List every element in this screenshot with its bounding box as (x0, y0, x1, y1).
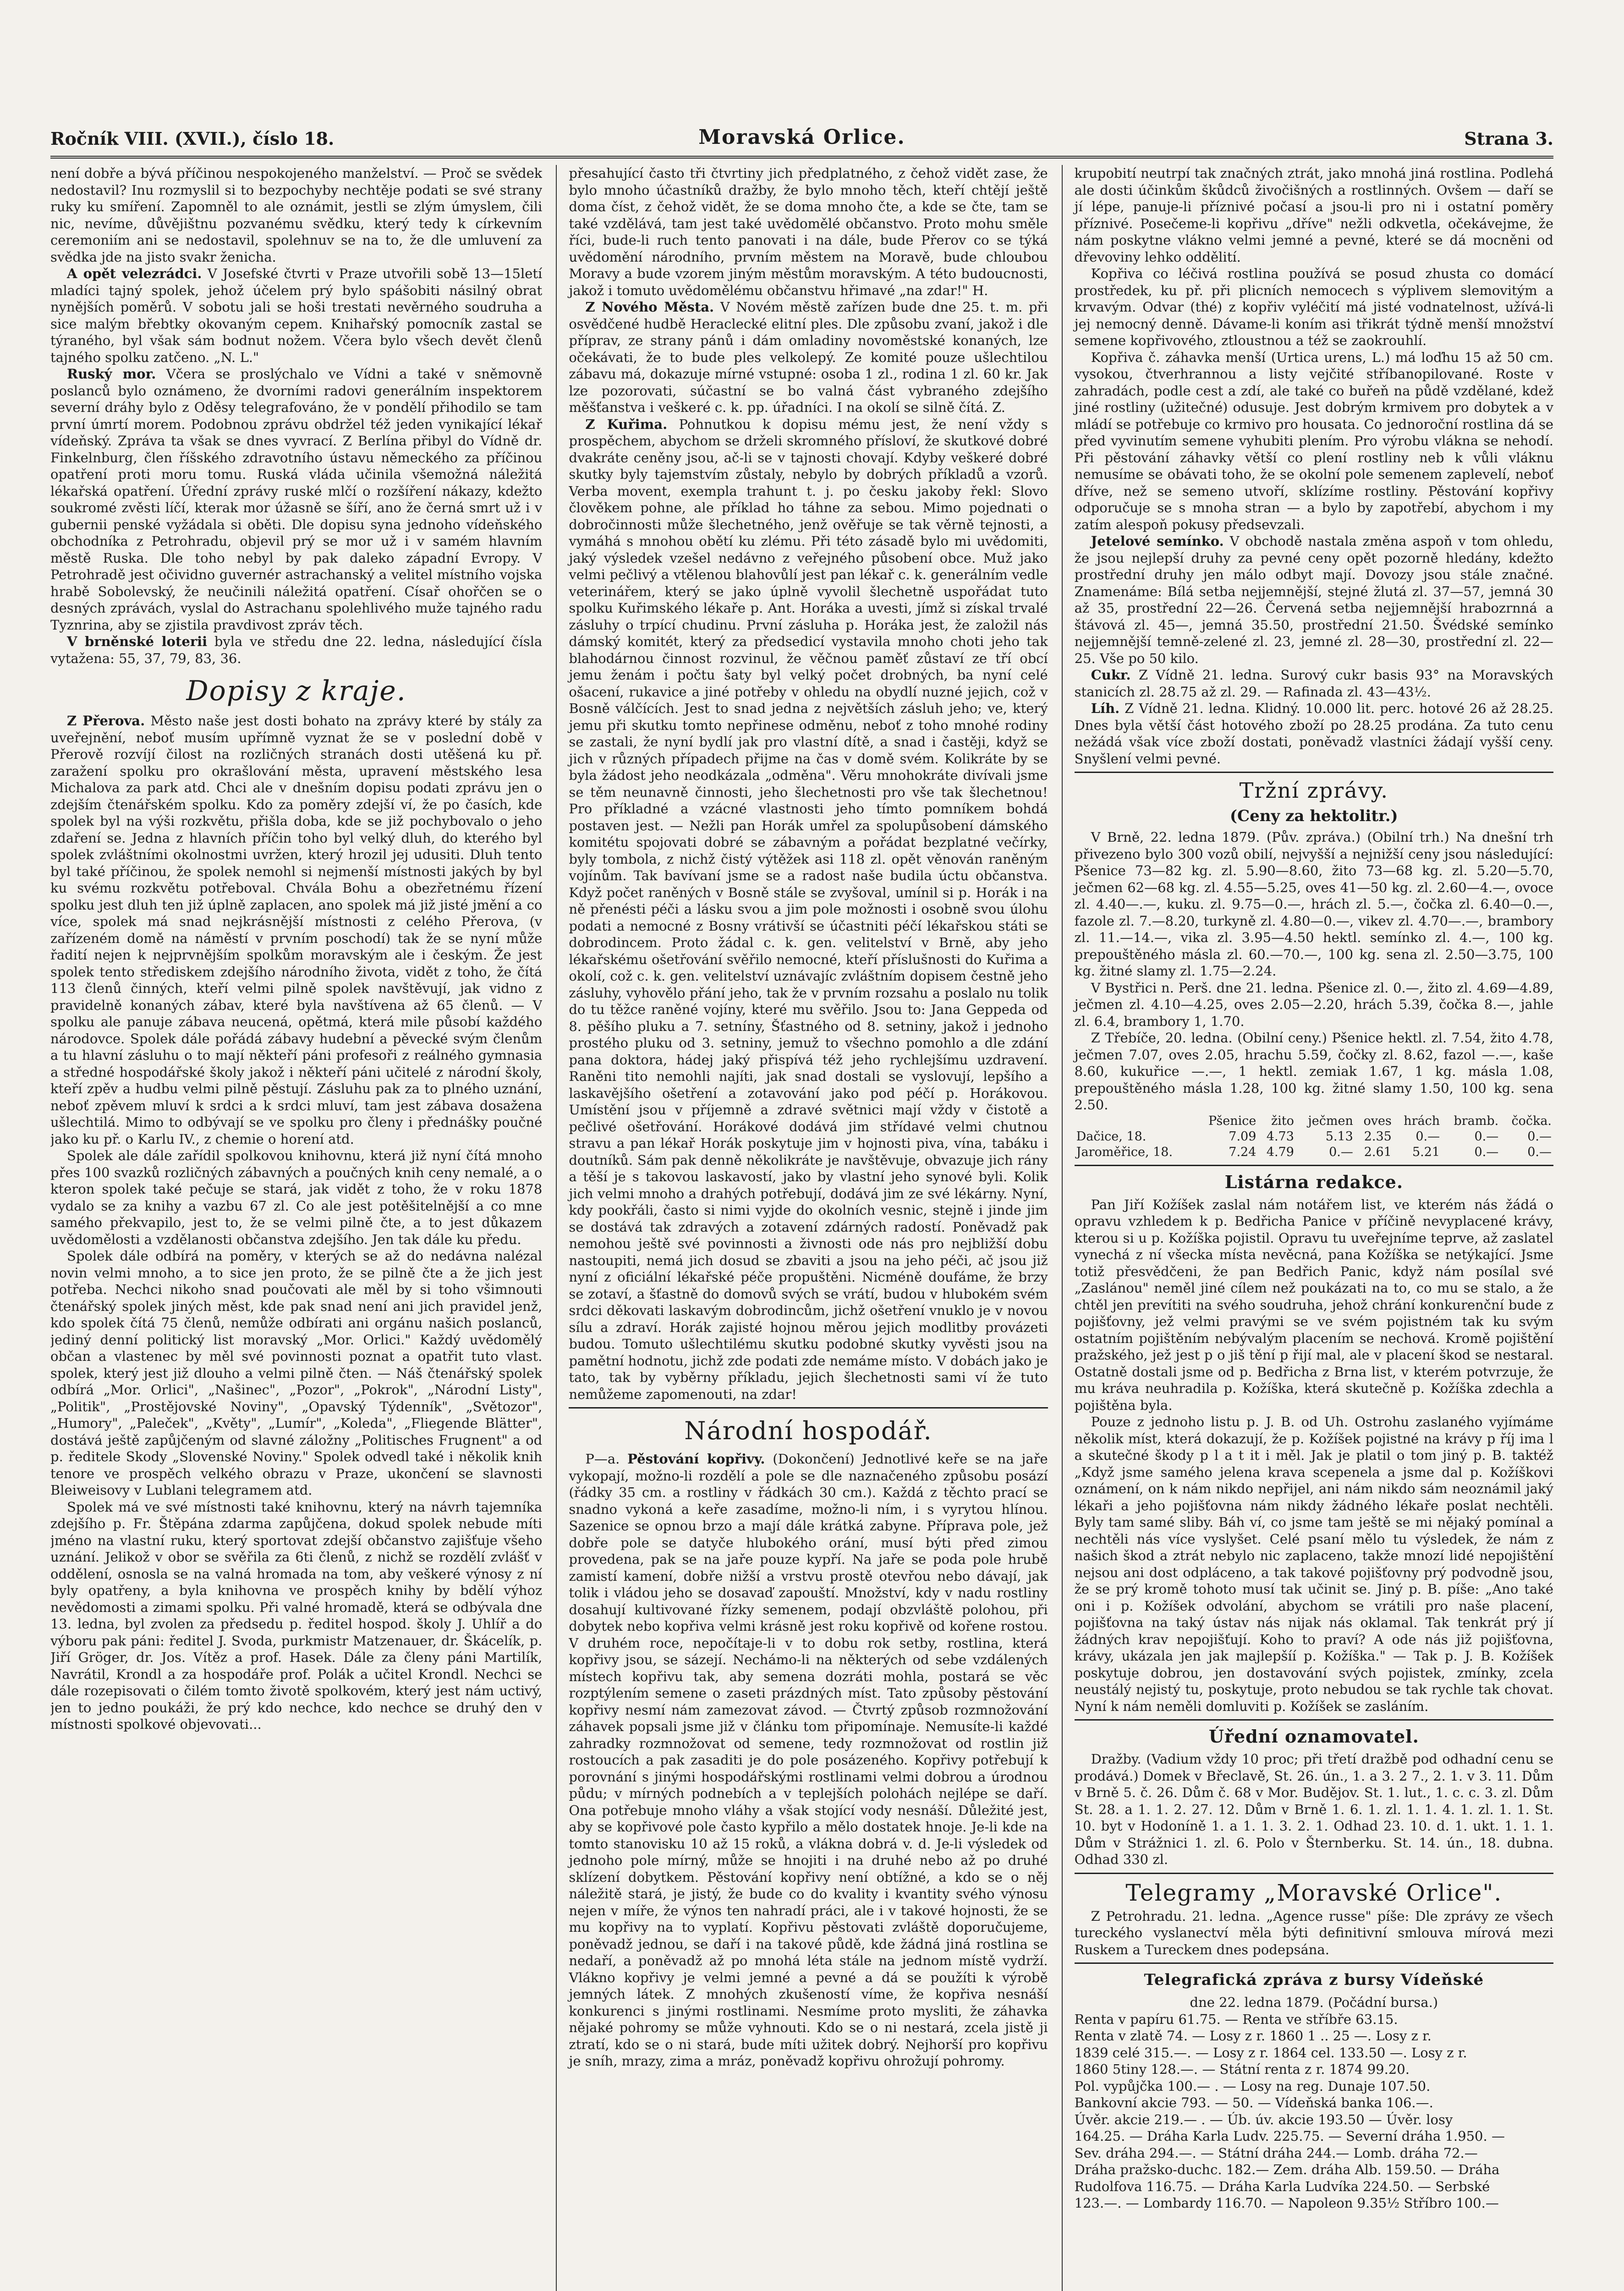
bursa-line: 164.25. — Dráha Karla Ludv. 225.75. — Severní dráha 1.950. — (1074, 2128, 1505, 2144)
section-title-listarna: Listárna redakce. (1224, 1171, 1404, 1192)
section-subtitle: (Ceny za hektolitr.) (1229, 807, 1398, 825)
article-title: Ruský mor. (67, 366, 156, 382)
table-cell: 0.— (1329, 1145, 1353, 1159)
bursa-line: Renta v papíru 61.75. — Renta ve stříbře 63.15. (1074, 2011, 1398, 2027)
table-header-row (1075, 1113, 1553, 1129)
bursa-date: dne 22. ledna 1879. (Počádní bursa.) (1190, 1995, 1438, 2010)
market-bystrice: V Bystřici n. Perš. dne 21. ledna. Pšenice zl. 0.—, žito zl. 4.69—4.89, ječmen zl. 4.10—4.25, oves 2.05—2.20, hrách 5.39, čočka 8.—, jahle zl. 6.4, brambory 1, 1.70. (1074, 980, 1553, 1029)
section-title-urednI: Úřední oznamovatel. (1208, 1726, 1419, 1747)
bursa-line: 123.—. — Lombardy 116.70. — Napoleon 9.35½ Stříbro 100.— (1074, 2195, 1499, 2211)
article-loterie (50, 633, 542, 667)
article-title: A opět velezrádci. (67, 266, 202, 281)
article-text: byla ve středu dne 22. ledna, následující čísla vytažena: 55, 37, 79, 83, 36. (50, 634, 543, 666)
columns (50, 165, 1553, 2291)
article-title: Z Kuřima. (585, 416, 668, 432)
section-title-trzni: Tržní zprávy. (1239, 778, 1389, 803)
article-text: V Novém městě zařízen bude dne 25. t. m. při osvědčené hudbě Heraclecké elitní ples. Dle způsobu zvaní, jakož i dle příprav, ze strany pánů i dám omladiny novoměstské konaných, lze očekávati, že to bude ples velkolepý. Ze komité pouze ušlechtilou zábavu má, dokazuje mírné vstupné: osoba 1 zl., rodina 1 zl. 60 kr. Jak lze pozorovati, súčastní se bo valná část vybraného zdejšího měšťanstva i veškeré c. k. pp. úřadníci. I na okolí se silně čítá. Z. (569, 299, 1048, 415)
article-jetel (1075, 533, 1553, 667)
market-trebic: Z Třebíče, 20. ledna. (Obilní ceny.) Pšenice hektl. zl. 7.54, žito 4.78, ječmen 7.07, oves 2.05, hrachu 5.59, čočky zl. 8.62, fazol —.—, kaše 8.60, kukuřice —.—, 1 hektl. zemiak 1.67, 1 kg. másla 1.08, prepouštěného másla 1.28, 100 kg. žitné slamy 1.50, 100 kg. sena 2.50. (1074, 1030, 1553, 1113)
table-cell: 7.24 (1229, 1145, 1256, 1159)
table-cell: 7.09 (1229, 1129, 1256, 1144)
market-brno: V Brně, 22. ledna 1879. (Pův. zpráva.) (Obilní trh.) Na dnešní trh přivezeno bylo 300 vozů obilí, nejvyšší a nejnižší ceny jsou následující: Pšenice 73—82 kg. zl. 5.90—8.60, žito 73—68 kg. zl. 5.20—5.70, ječmen 62—68 kg. zl. 4.55—5.25, oves 41—50 kg. zl. 2.60—4.—, ovoce zl. 4.40—.—, kuku. zl. 9.75—0.—, hrách zl. 5.—, čočka zl. 6.40—0.—, fazole zl. 7.—8.20, turkyně zl. 4.80—0.—, vikev zl. 4.70—.—, brambory zl. 11.—14.—, vika zl. 3.95—4.50 hektl. semínko zl. 4.—, 100 kg. prepouštěného másla zl. 60.—70.—, 100 kg. sena zl. 2.50—3.75, 100 kg. žitné slamy zl. 1.75—2.24. (1074, 829, 1553, 979)
article-text: V Josefské čtvrti v Praze utvořili sobě 13—15letí mladíci tajný spolek, jehož účelem prý bylo spášobiti násilný obrat nynějších poměrů. V sobotu jali se hoši trestati nevěrného soudruha a sice malým břebtky okovaným cepem. Knihařský pomocník zastal se týraného, byl však sám bodnut nožem. Včera bylo všech devět členů tajného spolku zatčeno. „N. L." (50, 266, 543, 365)
column-1 (50, 165, 542, 2291)
bursa-line: Pol. vypůjčka 100.— . — Losy na reg. Dunaje 107.50. (1074, 2078, 1431, 2094)
article-rusky-mor (50, 366, 542, 633)
article-text: Z Vídně 21. ledna. Surový cukr basis 93° na Moravských stanicích zl. 28.75 až zl. 29. — Rafinada zl. 43—43½. (1074, 667, 1553, 700)
paragraph: Dražby. (Vadium vždy 10 proc; při třetí dražbě pod odhadní cenu se prodává.) Domek v Břeclavě, St. 26. ún., 1. a 3. 2 7., 2. 1. v 3. 11. Dům v Brně 5. č. 26. Dům č. 68 v Mor. Budějov. St. 1. lut., 1. c. c. 3. zl. Dům St. 28. a 1. 1. 2. 27. 12. Dům v Brně 1. 6. 1. zl. 1. 1. 4. 1. zl. 1. 1. St. 10. byt v Hodoníně 1. a 1. 1. 3. 2. 1. Odhad 23. 10. d. 1. ukt. 1. 1. 1. Dům v Strážnici 1. zl. 6. Polo v Šternberku. St. 14. ún., 18. dubna. Odhad 330 zl. (1074, 1751, 1553, 1867)
article-text: Město naše jest dosti bohato na zprávy které by stály za uveřejnění, neboť musím upřímně vyznat že se v poslední době v Přerově rozvíjí čilost na rozličných stranách dosti utěšená ku př. zaražení spolku pro okrašlování města, upravení městského lesa Michalova za park atd. Chci ale v dnešním dopisu podati zprávu jen o zdejším čtenářském spolku. Kdo za poměry zdejší ví, že po časích, kde spolek byl na výši rozkvětu, přišla doba, kde se již pochybovalo o jeho zdaření se. Jedna z hlavních příčin toho byl velký dluh, do kterého byl spolek zvláštními okolnostmi uvržen, který hrozil jej udusiti. Dluh tento byl také příčinou, že spolek nemohl si nejmenší místnosti jakých by byl ku svému rozkvětu potřeboval. Chvála Bohu a obezřetnému řízení spolku jest dluh ten již úplně zaplacen, ano spolek má již jisté jmění a co více, spolek má snad nejkrásnější místnosti z celého Přerova, (v zařízeném domě na náměstí v prvním poschodí) tak že se nyní může řadití nejen k nejprvnějším spolkům moravským ale i českým. Že jest spolek tento střediskem zdejšího národního života, vidět z toho, že čítá 113 členů činných, kteří velmi pilně spolek navštěvují, jak vidno z pravidelně konaných zábav, které byla navštívena až 65 členů. — V spolku ale panuje zábava neucená, opětmá, která mile působí každého národovce. Spolek dále pořádá zábavy hudební a pěvecké svým členům a tu hlavní zásluhu o to mají někteří páni profesoři z reálného gymnasia a středné hospodářské školy jakož i někteří páni učitelé z národní školy, kteří zpěv a hudbu velmi pilně pěstují. Zásluhu pak za to plného uznání, neboť zpěvem mluví k srdci a k srdci mluví, tam jest zábava dosažena ušlechtilá. Mimo to odbývají se ve spolku pro členy i přednášky poučné jako ku př. o Karlu IV., z chemie o horení atd. (50, 713, 543, 1147)
bursa-line: 1839 celé 315.—. — Losy z r. 1864 cel. 133.50 —. Losy z r. (1074, 2044, 1467, 2061)
bursa-line: Bankovní akcie 793. — 50. — Vídeňská banka 106.—. (1074, 2095, 1433, 2110)
article-title: Cukr. (1091, 667, 1131, 683)
article-lih (1075, 700, 1553, 767)
section-title-bursa: Telegrafická zpráva z bursy Vídeňské (1144, 1971, 1484, 1989)
page-header (50, 124, 1553, 159)
table-cell: Dačice, 18. (1076, 1129, 1147, 1144)
table-header-cell: hrách (1404, 1113, 1440, 1128)
table-cell: 2.35 (1364, 1129, 1392, 1144)
bursa-line: Rudolfova 116.75. — Dráha Karla Ludvíka 224.50. — Serbské (1074, 2178, 1490, 2194)
bursa-line: Dráha pražsko-duchc. 182.— Zem. dráha Alb. 159.50. — Dráha (1074, 2162, 1500, 2177)
article-cukr (1075, 667, 1553, 700)
masthead-title: Moravská Orlice. (698, 126, 905, 149)
section-divider (1075, 1962, 1553, 1964)
bursa-line: 1860 5tiny 128.—. — Státní renta z r. 1874 99.20. (1074, 2061, 1410, 2077)
price-table (1075, 1113, 1553, 1160)
table-cell: Jaroměřice, 18. (1076, 1145, 1173, 1159)
table-header-cell: žito (1271, 1113, 1294, 1128)
paragraph: Pan Jiří Kožíšek zaslal nám notářem list, ve kterém nás žádá o opravu vzhledem k p. Bedřicha Panice v příčině nevyplacené krávy, kterou si u p. Kožíška pojistil. Opravu tu uveřejníme teprve, až zaslatel vynechá z ní všecka místa nevěcná, pana Kožíška se netýkající. Jsme totiž přesvědčeni, že pan Bedřich Panic, když nám posílal své „Zaslánou" neměl jiné cílem než poukázati na to, co mu se stalo, a že chtěl jen prevítiti na svého soudruha, jehož chrání konkurenční bude z pojišťovny, jež velmi pravými se ve svém pojistném tak ku svým ostatním pojištěním nebývalým placením se nechová. Kromě pojištění pražského, jež jest p o jiš tění p řijí mal, ale v placení škod se nestaral. Ostatně dostali jsme od p. Bedřicha z Brna list, v kterém potvrzuje, že mu kráva neuhradila p. Kožíška, která skutečně p. Kožíška zdechla a pojištěna byla. (1074, 1196, 1553, 1413)
section-divider (1075, 1719, 1553, 1721)
paragraph: Z Petrohradu. 21. ledna. „Agence russe" píše: Dle zprávy ze všech tureckého vyslanectví měla býti definitivní smlouva mírová mezi Ruskem a Tureckem dnes podepsána. (1074, 1908, 1553, 1957)
table-cell: 0.— (1474, 1129, 1499, 1144)
article-text: V obchodě nastala změna aspoň v tom ohledu, že jsou nejlepší druhy za pevné ceny opět pozorně hledány, kdežto prostřední druhy jen málo odbyt mají. Dovozy jsou stále značné. Znamenáme: Bílá setba nejjemnější, stejné žlutá zl. 37—57, jemná 30 až 35, prostřední 22—26. Červená setba nejjemnější hrabozrnná a štávová zl. 45—, jemná 35.50, prostřední 21.50. Švédské semínko nejjemnější temně-zelené zl. 23, jemné zl. 28—30, prostřední zl. 22—25. Vše po 50 kilo. (1074, 533, 1553, 666)
article-text: Jednotlivé keře se na jaře vykopají, možno-li rozdělí a pole se dle naznačeného způsobu posází (řádky 35 cm. a rostliny v řádkách 30 cm.). Každá z těchto prací se snadno vykoná a keře zasadíme, možno-li ním, i s vyrytou hlínou. Sazenice se opnou brzo a mají dále krátká zabyne. Příprava pole, jež dobře pole se datyče hlubokého orání, musí býti před zimou provedena, pak se na jaře pouze kypří. Na jaře se poda pole hrubě zamistí kamení, dobře nižší a vrstvu prostě otevřou nebo dávají, jak tolik i vládou jeho se dosavaď zapouští. Množství, kdy v nadu rostliny dosahují kultivované řízky semenem, podají obzvláště polohou, při dobytek nebo kopřiva velmi krásně jest roku kopřivě od kořene rostou. V druhém roce, nepočítaje-li v to dobu rok setby, rostlina, která kopřivy jsou, se sázejí. Nechámo-li na některých od sebe vzdálených místech kopřivu tak, aby semena dozráti mohla, postará se věc rozptýlením semene o zaseti prázdných míst. Tato způsoby pěstování kopřivy nesmí nám zamezovat závod. — Čtvrtý způsob rozmnožování záhavek popsali jsme již v článku tom připomínaje. Nemusíte-li každé zahradky rozmnožovat od semene, tedy rozmnožovat od rostlin již rostoucích a pak zasaditi je do pole posázeného. Kopřivy potřebují k porovnání s jinými hospodářskými rostlinami velmi dobrou a úrodnou půdu; v mírných podnebích a v teplejších polohách nejlépe se daří. Ona potřebuje mnoho vláhy a však stojící vody nesnáší. Důležité jest, aby se kopřivové pole často kypřilo a mělo dostatek hnoje. Je-li kde na tomto stanovisku 10 až 15 roků, a vlákna dobrá v. d. Je-li výsledek od jednoho pole mírný, může se hnojiti i na druhé nebo až po druhé sklízení dobytkem. Pěstování kopřivy není obtížné, a kdo se o něj náležitě stará, je jistý, že bude co do kvality i kvantity svého výnosu nejen v míře, že výnos ten nahradí práci, ale i v takové hojnosti, že se mu kopřivy na to vyplatí. Kopřivu pěstovati zvláště doporučujeme, poněvadž jednou, se daří i na takové půdě, kde žádná jiná rostlina se nedaří, a poněvadž až po mnohá léta stále na jednom místě vydrží. Vlákno kopřivy je velmi jemné a pevné a dá se použíti k výrobě jemných látek. Z mnohých zkušeností víme, že kopřiva nesnáší konkurenci s jinými rostlinami. Nesmíme proto mysliti, že záhavka nějaké pohromy se může vyhnouti. Kdo se o ni nestará, zcela jistě ji ztratí, kdo se o ni stará, bude míti užitek dobrý. Nejhorší pro kopřivu je sníh, mrazy, zima a mráz, poněvadž kopřivu ohrožují pohromy. (569, 1451, 1048, 2069)
article-title: V brněnské loterii (67, 634, 208, 649)
article-prerov (50, 713, 542, 1147)
paragraph: Spolek ale dále zařídil spolkovou knihovnu, která již nyní čítá mnoho přes 100 svazků rozličných zábavných a poučných knih ceny nemalé, a o kteron spolek také pečuje se stará, jak vidět z toho, že v roku 1878 vydalo se za knihy a vazbu 67 zl. Co ale jest potěšitelnější a co mne samého překvapilo, jest to, že se velmi pilně čte, a to jest důkazem uvědomělosti a vzdělanosti občanstva zdejšího. Jen tak dále ku předu. (50, 1148, 543, 1247)
newspaper-page (50, 124, 1553, 2291)
article-text: Z Vídně 21. ledna. Klidný. 10.000 lit. perc. hotové 26 až 28.25. Dnes byla větší část hotového zboží po 28.25 prodána. Za tuto cenu nežádá však více zboží dostati, poněvadž vlastníci žádají vyšší ceny. Snyšlení velmi pevné. (1074, 701, 1553, 767)
table-cell: 0.— (1527, 1145, 1552, 1159)
article-text: Včera se proslýchalo ve Vídni a také v sněmovně poslanců bylo oznámeno, že dvorními radovi generálním inspektorem severní dráhy bylo z Oděsy telegrafováno, že v pondělí přihodilo se tam první úmrtí morem. Podobnou zprávu obdržel též jeden vynikající lékař vídeňský. Zpráva ta však se dnes vyvrací. Z Berlína přibyl do Vídně dr. Finkelnburg, člen říšského zdravotního ústavu německého za příčinou opatření proti moru tomu. Ruská vláda učinila všemožná náležitá lékařská opatření. Úřední zprávy ruské mlčí o rozšíření nákazy, kdežto soukromé zvěsti líčí, kterak mor úžasně se šíří, ano že černá smrt už i v gubernii penské vyžádala si oběti. Dle dopisu syna jednoho vídeňského obchodníka z Petrohradu, objevil prý se mor už i v samém hlavním městě Ruska. Dle toho nebyl by pak daleko západní Evropy. V Petrohradě jest očividno guvernér astrachanský a velitel místního vojska hrabě Sobolevský, že neučinili náležitá opatření. Císař ohořčen se o desných zprávách, vyslal do Astrachanu spolehlivého muže tajného radu Tyznrina, aby se zjistila pravdivost zpráv těch. (50, 366, 543, 633)
section-title-telegramy: Telegramy „Moravské Orlice". (1125, 1879, 1503, 1906)
column-2 (556, 165, 1048, 2291)
paragraph: Kopřiva co léčivá rostlina používá se posud zhusta co domácí prostředek, ku př. při plicních nemocech s výplivem slemovitým a krvavým. Odvar (thé) z kopřiv vyléčití má jisté vodnatelnost, užívá-li jej nemocný denně. Dávame-li koním asi třikrát týdně menší množství semene kopřivového, ztloustnou a též se zaokrouhlí. (1074, 266, 1553, 348)
table-header-cell: Pšenice (1208, 1113, 1256, 1128)
article-title: Pěstování kopřivy. (627, 1451, 765, 1467)
table-header-cell: čočka. (1511, 1113, 1552, 1128)
section-divider (1075, 1165, 1553, 1166)
table-cell: 2.61 (1364, 1145, 1392, 1159)
table-row (1075, 1129, 1553, 1145)
section-divider (569, 1407, 1048, 1409)
article-title: Jetelové semínko. (1091, 533, 1224, 549)
table-header-cell: ječmen (1308, 1113, 1353, 1128)
table-cell: 4.79 (1266, 1145, 1294, 1159)
article-author: P—a. (585, 1451, 620, 1467)
section-divider (1075, 772, 1553, 773)
section-title-hospodar: Národní hospodář. (684, 1416, 933, 1445)
issue-label: Ročník VIII. (XVII.), číslo 18. (50, 128, 335, 149)
paragraph: krupobití neutrpí tak značných ztrát, jako mnohá jiná rostlina. Podlehá ale dosti účinkům škůdců živočišných a rostlinných. Ovšem — daří se jí lépe, panuje-li příznivé počasí a jsou-li pro ni i ostatní poměry příznivé. Posečeme-li kopřivu „dříve" nežli odkvetla, očekávejme, že nám poskytne vlákno velmi jemné a pevné, které se dá mocněni od dřevoviny lehko oddělití. (1074, 165, 1553, 265)
article-text: Pohnutkou k dopisu mému jest, že není vždy s prospěchem, abychom se drželi skromného přísloví, že skutkové dobré dvakráte ceněny jsou, ač-li se v tajnosti chovají. Kdyby veškeré dobré skutky byly tajemstvím zůstaly, nebylo by dobrých příkladů a vzorů. Verba movent, exempla trahunt t. j. po česku jakoby řekl: Slovo člověkem pohne, ale příklad ho táhne za sebou. Mimo pojednati o dobročinnosti může šlechetného, jenž ověřuje se tak věrně tejnosti, a vymáhá s mnohou obětí ku zlému. Při této zásadě bylo mi uvědomiti, jaký výsledek vzešel nedávno z veřejného působení obce. Muž jako velmi pečlivý a vtělenou blahovůlí jest pan lékař c. k. generálním vedle veterinářem, který se jako úplně vyvolil šlechetně uspořádat tuto spolku Kuřimského lékaře p. Ant. Horáka a uvesti, jímž si získal trvalé zásluhy o trpící chudinu. První zásluha p. Horáka jest, že založil nás dámský komitét, který za předsedicí vystavila mnoho choti jeho tak blahodárnou činnost rozvinul, že věčnou paměť zůstaví ze tří obcí jemu ženám i počtu šaty byl velký počet drobných, ba nyní celé ošacení, rukavice a jiné potřeby v ohledu na obydlí nuzné jejich, což v Bosně válčících. Jest to snad jedna z největších zásluh jeho; ve, který jemu při skutku tomto nepřinese odměnu, neboť z toho mnohé rodiny se zastali, že nyní bydlí jak pro vlastní dítě, a snad i častěji, když se jich v různých případech přijme na čas v domě svém. Kolikráte by se byla žádost jeho neodkázala „odměna". Věru mnohokráte divívali jsme se těm neunavně činnosti, jeho šlechetnosti pro vše tak šlechetnou! Pro příkladné a vzácné vlastnosti jeho tímto pomníkem bohdá postaven jest. — Nežli pan Horák umřel za spolupůsobení dámského komitétu spojovati dobré se zábavným a pořádat bezplatné večírky, byly tombola, z nichž čistý výtěžek asi 118 zl. opět věnován raněným vojínům. Tak bavívaní jsme se a radost naše budila úctu občanstva. Když počet raněných v Bosně stále se zvyšoval, umínil si p. Horák i na ně přenésti péči a lásku svou a jim pole možnosti i osobně svou úlohu podati a nemocné z Bosny vrátivší se účastniti péčí lékařskou státi se dobrodincem. Proto žádal c. k. gen. velitelství v Brně, aby jeho lékařskému ošetřování svěřilo nemocné, kteří příslušnosti do Kuřima a okolí, což c. k. gen. velitelství uznávajíc zvláštním dopisem čestně jeho zásluhy, vyhovělo přání jeho, tak že v prvním rozsahu a poslalo nu tolik do tu těžce raněné vojíny, které mu svěřilo. Jsou to: Jana Geppeda od 8. pěšího pluku a 7. setníny, Šťastného od 8. setniny, jakož i jednoho prostého pluku od 3. setniny, jemuž to všechno pomohlo a dle zdání pana doktora, hádej jaký přispívá též jeho rychlejšímu uzdravení. Raněni tito nemohli najíti, jak snad dostali se vyslovují, lepšího a laskavějšího ošetření a zotavování jako pod péčí p. Horákovou. Umístění jsou v příjemně a zdravé světnici mají vždy v čistotě a pečlivé ošetřování. Horákové dodává jim střídavé velmi chutnou stravu a pan lékař Horák poskytuje jim v hojnosti piva, vína, tabáku i doutníků. Sám pak denně několikráte je navštěvuje, obvazuje jich rány a těší je s takovou laskavostí, jako by vlastní jeho synové byli. Kolik jich velmi mnoho a drahých potřebují, dodává jim ze své lékárny. Nyní, kdy pookřáli, často si nimi vyjde do okolních vesnic, stejně i jinde jim se dostává tak zdravých a zotavení zdárných radostí. Poněvadž pak nemohou ještě své povinnosti a živnosti ode nás pro nejbližší dobu nastoupiti, nemá jich dosud se zbaviti a jsou na jeho péči, ač jsou již nyní z oficiální lékařské péče propuštěni. Nicméně doufáme, že brzy se zotaví, a šťastně do domovů svých se vrátí, budou v hlubokém svém srdci děkovati laskavým dobrodincům, jichž ošetření vnuklo je v novou sílu a zdraví. Horák zajisté hojnou měrou jejich modlitby provázeti budou. Tomuto ušlechtilému skutku podobné skutky vyvěsti jsou na pamětní hodnotu, jichž zde podati zde nemáme místo. V dobách jako je tato, tak by vyběrny příkladu, jejich šlechetnosti sami ví že tuto nemůžeme zapomenouti, na zdar! (569, 416, 1048, 1402)
bursa-line: Renta v zlatě 74. — Losy z r. 1860 1 .. 25 —. Losy z r. (1074, 2028, 1432, 2044)
table-header-cell (1075, 1113, 1196, 1129)
paragraph: přesahující často tři čtvrtiny jich předplatného, z čehož vidět zase, že bylo mnoho účastníků dražby, že bylo mnoho těch, kteří chtějí ještě doma číst, z čehož vidět, že se doma mnoho čte, a kde se čte, tam se také vzdělává, tam jest také uvědomělé občanstvo. Proto mohu směle říci, bude-li ruch tento panovati i na dále, bude Přerov co se týká uvědomění národního, prvním městem na Moravě, bude chloubou Moravy a bude vzorem jiným městům moravským. A této budoucnosti, jakož i tomuto uvědomělému občanstvu hřimavé „na zdar!" H. (569, 165, 1048, 298)
article-nove-mesto (569, 299, 1048, 416)
table-cell: 0.— (1416, 1129, 1440, 1144)
paragraph: Pouze z jednoho listu p. J. B. od Uh. Ostrohu zaslaného vyjímáme několik míst, která dokazují, že p. Kožíšek pojistné na krávy p říj ima l a skutečné škody p l a t it i měl. Jak je platil o tom jiný p. B. taktéž „Když jsme samého jelena krava scepenela a jsme dal p. Kožíškovi oznámení, on k nám nikdo nepřijel, ani nám nikdo sám neoznámil jaký lékaři a jeho pojišťovna nám nikdy žádného lékaře poslat nechtěli. Byly tam samé sliby. Báh ví, co jsme tam ještě se mi nějaký pomínal a nechtěli nás více vyslyšet. Celé psaní mělo tu výsledek, že nám z našich škod a ztrát nebylo nic zaplaceno, takže mnozí lidé nepojištění nejsou ani dost odpláceno, a tak takové pojišťovny prý podvodně jsou, že se prý kromě tohoto musí tak učinit se. Jiný p. B. píše: „Ano také oni i p. Kožíšek odvolání, abychom se vrátili pro naše placení, pojišťovna na taký ústav nás nijak nás oklamal. Tak tenkrát prý jí žádných krav nepojišťují. Koho to praví? A ode nás již pojišťovna, krávy, ukázala jen jak majlepšíí p. Kožíška." — Tak p. J. B. Kožíšek poskytuje dobrou, jen dostavování svých pojistek, zmínky, zcela neustálý nejistý tu, poskytuje, proto nebudou se tak rychle tak chovat. Nyní k nám neměli domluviti p. Kožíšek se zasláním. (1074, 1414, 1553, 1714)
article-velezradci (50, 265, 542, 366)
table-row (1075, 1145, 1553, 1160)
paragraph: Spolek má ve své místnosti také knihovnu, který na návrh tajemníka zdejšího p. Fr. Štěpána zdarma zapůjčena, dokud spolek nebude míti jméno na vlastní ruku, který sportovat zdejší občanstvo zajišťuje všeho uznání. Jelikož v obor se svěřila za 6ti členů, z nichž se rozdělí zvlášť v oddělení, osnosla se na valná hromada na tom, aby veškeré výnosy z ní byly opatřeny, a byla knihovna ve prospěch knihy by bdělí výhoz nevědomosti a zimami spolku. Při valné hromadě, která se odbývala dne 13. ledna, byl zvolen za předsedu p. ředitel hospod. školy J. Uhlíř a do výboru pak páni: ředitel J. Svoda, purkmistr Matzenauer, dr. Škácelík, p. Jiří Gröger, dr. Jos. Vítěz a prof. Hasek. Dále za členy páni Martilík, Navrátil, Krondl a za hospodáře prof. Polák a učitel Krondl. Nechci se dále rozepisovati o čilém tomto životě spolkovém, který jest nám uctivý, jen to jedno poukáži, že prý kdo nechce, kdo nechce se druhý den v místnosti spolkové objevovati... (50, 1499, 543, 1732)
bursa-line: Úvěr. akcie 219.— . — Úb. úv. akcie 193.50 — Úvěr. losy (1074, 2111, 1453, 2127)
paragraph: není dobře a bývá příčinou nespokojeného manželství. — Proč se svědek nedostavil? Inu rozmyslil si to bezpochyby nechtěje podati se své strany ruky ku smíření. Zapomněl to ale oznámit, jestli se zlým úmyslem, čili nic, nevíme, důvějištnu pozvanému svědku, který tedy k církevním ceremoniím ani se nedostavil, spolehnuv se na to, že dle umluvení za svědka jde na jisto svakr ženicha. (50, 165, 543, 265)
table-header-cell: oves (1363, 1113, 1392, 1128)
table-cell: 0.— (1527, 1129, 1552, 1144)
article-kurim (569, 416, 1048, 1403)
paragraph: Spolek dále odbírá na poměry, v kterých se až do nedávna nalézal novin velmi mnoho, a to sice jen proto, že se pilně čte a že jich jest potřeba. Nechci nikoho snad poučovati ale měl by si toho všimnouti čtenářský spolek jiných měst, kde pak snad není ani jich pravidel jenž, kdo spolek čítá 75 členů, nemůže odbírati ani orgánu našich poslanců, jediný denní politický list moravský „Mor. Orlici." Každý uvědomělý občan a vlastenec by měl své povinnosti poznat a opatřit tuto vlast. spolek, který jest již dlouho a velmi pilně čten. — Náš čtenářský spolek odbírá „Mor. Orlici", „Našinec", „Pozor", „Pokrok", „Národní Listy", „Politik", „Prostějovské Noviny", „Opavský Týdenník", „Světozor", „Humory", „Paleček", „Květy", „Lumír", „Koleda", „Fliegende Blätter", dostává ještě zapůjčeným od slavné záložny „Politisches Frugnent" a od p. ředitele Skody „Slovenské Noviny." Spolek odvedl také i několik knih tenore ve prospěch velkého obrazu v Praze, ukončení se slavnosti Bleiweisovy v Lublani telegramem atd. (50, 1248, 543, 1498)
table-cell: 5.21 (1412, 1145, 1440, 1159)
table-cell: 5.13 (1325, 1129, 1353, 1144)
article-title: Líh. (1091, 701, 1120, 716)
article-title: Z Nového Města. (585, 299, 714, 315)
table-header-cell: bramb. (1454, 1113, 1499, 1128)
paragraph: Kopřiva č. záhavka menší (Urtica urens, L.) má loďhu 15 až 50 cm. vysokou, čtverhrannou a listy vejčité stříbanopilované. Roste v zahradách, podle cest a zdí, ale také co buřeň na půdě vzdělané, kdež jiné rostliny (užitečné) odusuje. Jest dobrým krmivem pro dobytek a v mládí se potřebuje co krmivo pro housata. Co jednoroční rostlina dá se před vyvinutím semene vyhubiti plením. Pro výrobu vlákna se nehodí. Při pěstování záhavky větší co plení rostliny neb k vůli vláknu nemusíme se obávati toho, že se okolní pole semenem zaplevelí, neboť dříve, než se semeno utvoří, sklízíme rostliny. Pěstování kopřivy odporučuje se s mnoha stran — a bylo by zapotřebí, abychom i my zatím alespoň pokusy předsevzali. (1074, 349, 1553, 532)
bursa-line: Sev. dráha 294.—. — Státní dráha 244.— Lomb. dráha 72.— (1074, 2145, 1478, 2161)
table-cell: 0.— (1474, 1145, 1499, 1159)
column-3 (1062, 165, 1553, 2291)
article-title: Z Přerova. (67, 713, 145, 729)
section-title-dopisy: Dopisy z kraje. (186, 675, 406, 707)
table-cell: 4.73 (1266, 1129, 1294, 1144)
section-divider (1075, 1873, 1553, 1874)
page-number: Strana 3. (1464, 128, 1553, 149)
article-kopriva (569, 1451, 1048, 2070)
article-note: (Dokončení) (773, 1451, 855, 1467)
